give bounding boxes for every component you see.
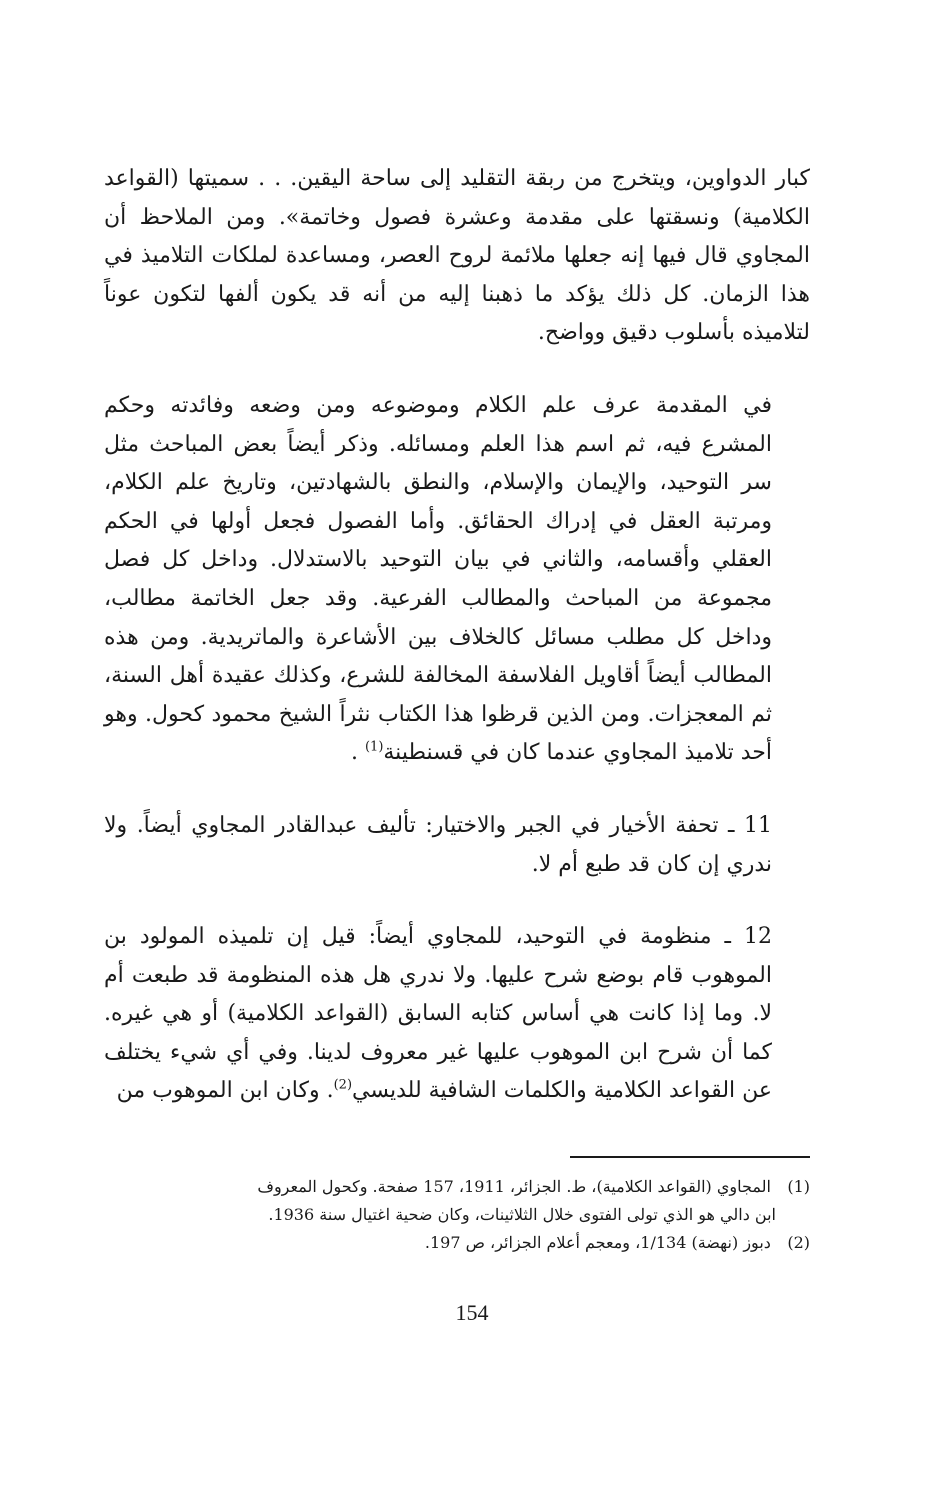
main-text bbox=[104, 160, 810, 1111]
footnote-separator bbox=[570, 1156, 810, 1158]
footnote-2-text: دبوز (نهضة) 1/134، ومعجم أعلام الجزائر، ص 197. bbox=[424, 1233, 771, 1252]
sentence-end: . bbox=[350, 740, 358, 766]
footnote-1 bbox=[104, 1173, 810, 1201]
footnote-1-number: (1) bbox=[787, 1177, 810, 1196]
paragraph-text: في المقدمة عرف علم الكلام وموضوعه ومن وضعه وفائدته وحكم المشرع فيه، ثم اسم هذا العلم ومسائله. وذكر أيضاً بعض المباحث مثل سر التوحيد، والإيمان والإسلام، والنطق بالشهادتين، وتاريخ علم الكلام، ومرتبة العقل في إدراك الحقائق. وأما الفصول فجعل أولها في الحكم العقلي وأقسامه، والثاني في بيان التوحيد بالاستدلال. وداخل كل فصل مجموعة من المباحث والمطالب الفرعية. وقد جعل الخاتمة مطالب، وداخل كل مطلب مسائل كالخلاف بين الأشاعرة والماتريدية. ومن هذه المطالب أيضاً أقاويل الفلاسفة المخالفة للشرع، وكذلك عقيدة أهل السنة، ثم المعجزات. ومن الذين قرظوا هذا الكتاب نثراً الشيخ محمود كحول. وهو أحد تلاميذ المجاوي عندما كان في قسنطينة bbox=[104, 392, 772, 766]
paragraph-continuation: كبار الدواوين، ويتخرج من ربقة التقليد إلى ساحة اليقين. . . سميتها (القواعد الكلامية) ونسقتها على مقدمة وعشرة فصول وخاتمة». ومن الملاحظ أن المجاوي قال فيها إنه جعلها ملائمة لروح العصر، ومساعدة لملكات التلاميذ في هذا الزمان. كل ذلك يؤكد ما ذهبنا إليه من أنه قد يكون ألفها لتكون عوناً لتلاميذه بأسلوب دقيق وواضح. bbox=[104, 166, 810, 346]
footnote-1-text: المجاوي (القواعد الكلامية)، ط. الجزائر، 1911، 157 صفحة. وكحول المعروف bbox=[257, 1177, 771, 1196]
paragraph-item-11: 11 ـ تحفة الأخيار في الجبر والاختيار: تأليف عبدالقادر المجاوي أيضاً. ولا ندري إن كان قد طبع أم لا. bbox=[104, 812, 772, 877]
footnotes bbox=[104, 1173, 810, 1257]
paragraph-introduction-summary bbox=[104, 387, 810, 773]
footnote-ref-2: (2) bbox=[333, 1078, 353, 1094]
paragraph-text: 12 ـ منظومة في التوحيد، للمجاوي أيضاً: قيل إن تلميذه المولود بن الموهوب قام بوضع شرح عليها. ولا ندري هل هذه المنظومة قد طبعت أم لا. وما إذا كانت هي أساس كتابه السابق (القواعد الكلامية) أو هي غيره. كما أن شرح ابن الموهوب عليها غير معروف لدينا. وفي أي شيء يختلف عن القواعد الكلامية والكلمات الشافية للديسي bbox=[104, 924, 772, 1104]
page-number: 154 bbox=[455, 1300, 489, 1325]
footnote-1-continuation: ابن دالي هو الذي تولى الفتوى خلال الثلاثينات، وكان ضحية اغتيال سنة 1936. bbox=[268, 1205, 776, 1224]
footnote-2 bbox=[104, 1229, 810, 1257]
paragraph-tail: . وكان ابن الموهوب من bbox=[116, 1078, 334, 1104]
footnote-2-number: (2) bbox=[787, 1233, 810, 1252]
paragraph-item-12 bbox=[104, 918, 810, 1111]
footnote-ref-1: (1) bbox=[364, 739, 384, 755]
